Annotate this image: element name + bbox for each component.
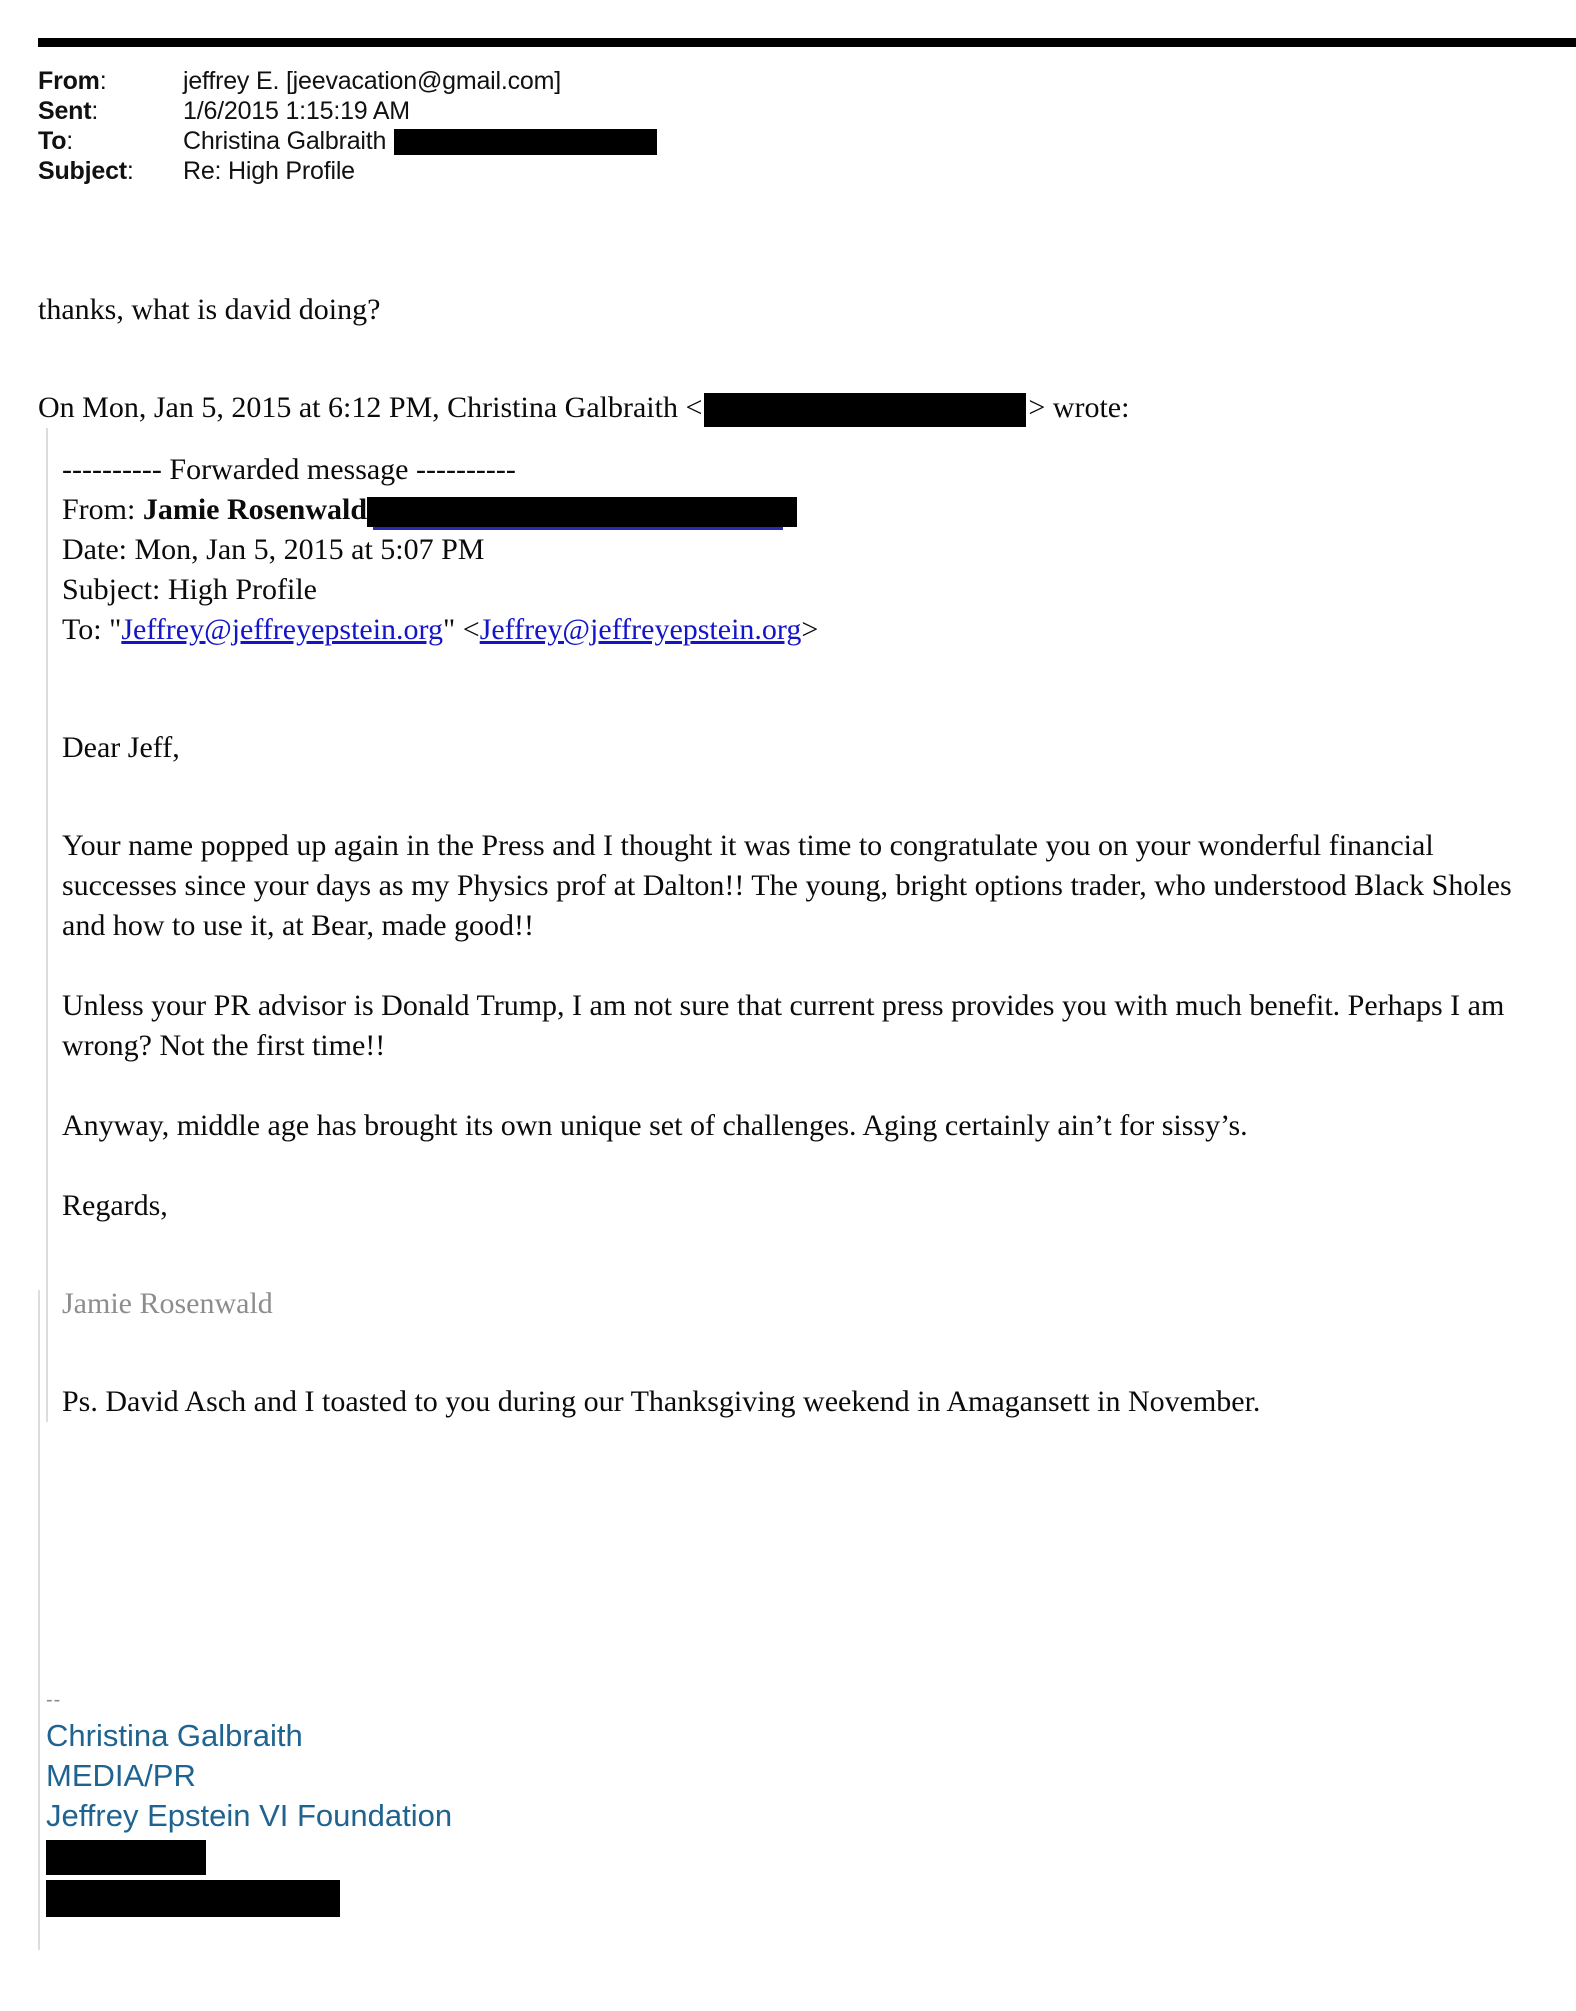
spacer xyxy=(62,650,1548,728)
redaction-bar-signature-line-1 xyxy=(46,1840,206,1875)
header-label-sent: Sent: xyxy=(38,97,99,125)
spacer xyxy=(62,428,1548,450)
forwarded-from-label: From: xyxy=(62,493,136,526)
bracket-close: > xyxy=(801,613,819,646)
email-link-secondary[interactable]: Jeffrey@jeffreyepstein.org xyxy=(479,613,802,646)
header-value-from: jeffrey E. [jeevacation@gmail.com] xyxy=(183,67,562,95)
redaction-bar-recipient-email xyxy=(394,129,657,155)
spacer xyxy=(62,1324,1548,1382)
quote-intro-before: On Mon, Jan 5, 2015 at 6:12 PM, Christina Galbraith < xyxy=(38,391,703,424)
sender-signature-name: Jamie Rosenwald xyxy=(62,1287,273,1320)
spacer xyxy=(62,1066,1548,1106)
quote-mark-close: " < xyxy=(443,613,480,646)
quote-intro-line xyxy=(38,388,1548,428)
body-paragraph-1: Your name popped up again in the Press and I thought it was time to congratulate you on your wonderful financial successes since your days as my Physics prof at Dalton!! The young, bright options trader, who understood Black Sholes and how to use it, at Bear, made good!! xyxy=(62,829,1512,942)
spacer xyxy=(38,330,1548,388)
forwarded-to-label: To: xyxy=(62,613,102,646)
postscript-line: Ps. David Asch and I toasted to you during our Thanksgiving weekend in Amagansett in November. xyxy=(62,1385,1261,1418)
signature-role: MEDIA/PR xyxy=(46,1758,196,1793)
spacer xyxy=(62,1146,1548,1186)
email-body xyxy=(38,290,1548,1422)
signature-name: Christina Galbraith xyxy=(46,1718,303,1753)
footer-signature-block xyxy=(46,1690,946,1917)
header-rule xyxy=(38,38,1576,47)
spacer xyxy=(62,1226,1548,1284)
body-paragraph-2: Unless your PR advisor is Donald Trump, I am not sure that current press provides you with much benefit. Perhaps I am wrong? Not the first time!! xyxy=(62,989,1505,1062)
header-row-from xyxy=(38,66,1538,96)
salutation: Dear Jeff, xyxy=(62,731,180,764)
spacer xyxy=(62,946,1548,986)
header-row-to xyxy=(38,126,1538,156)
forwarded-date-line: Date: Mon, Jan 5, 2015 at 5:07 PM xyxy=(62,533,485,566)
signature-separator: -- xyxy=(46,1689,62,1711)
header-label-to: To: xyxy=(38,127,74,155)
redaction-bar-forwarded-sender-email xyxy=(367,497,797,527)
quoted-message xyxy=(46,428,1548,1422)
recipient-name: Christina Galbraith xyxy=(183,127,387,155)
reply-text: thanks, what is david doing? xyxy=(38,293,381,326)
header-label-subject: Subject: xyxy=(38,157,134,185)
email-header xyxy=(38,66,1538,186)
redaction-bar-signature-line-2 xyxy=(46,1880,340,1917)
quote-bar-lower xyxy=(38,1290,40,1950)
email-link-primary[interactable]: Jeffrey@jeffreyepstein.org xyxy=(121,613,444,646)
header-value-to xyxy=(183,126,657,156)
header-value-sent: 1/6/2015 1:15:19 AM xyxy=(183,97,410,125)
redaction-bar-quoted-sender-email xyxy=(704,393,1026,427)
header-label-from: From: xyxy=(38,67,107,95)
quote-mark-open: " xyxy=(109,613,122,646)
header-row-subject xyxy=(38,156,1538,186)
forwarded-subject-line: Subject: High Profile xyxy=(62,573,317,606)
signature-organization: Jeffrey Epstein VI Foundation xyxy=(46,1798,453,1833)
spacer xyxy=(62,768,1548,826)
forwarded-from-line xyxy=(62,490,1548,530)
forwarded-to-line xyxy=(62,610,1548,650)
closing-line: Regards, xyxy=(62,1189,168,1222)
forwarded-from-name: Jamie Rosenwald xyxy=(142,493,368,526)
header-value-subject: Re: High Profile xyxy=(183,157,355,185)
quote-intro-after: > wrote: xyxy=(1028,391,1130,424)
forwarded-divider: ---------- Forwarded message ---------- xyxy=(62,453,516,486)
body-paragraph-3: Anyway, middle age has brought its own unique set of challenges. Aging certainly ain’t for sissy’s. xyxy=(62,1109,1248,1142)
header-row-sent xyxy=(38,96,1538,126)
